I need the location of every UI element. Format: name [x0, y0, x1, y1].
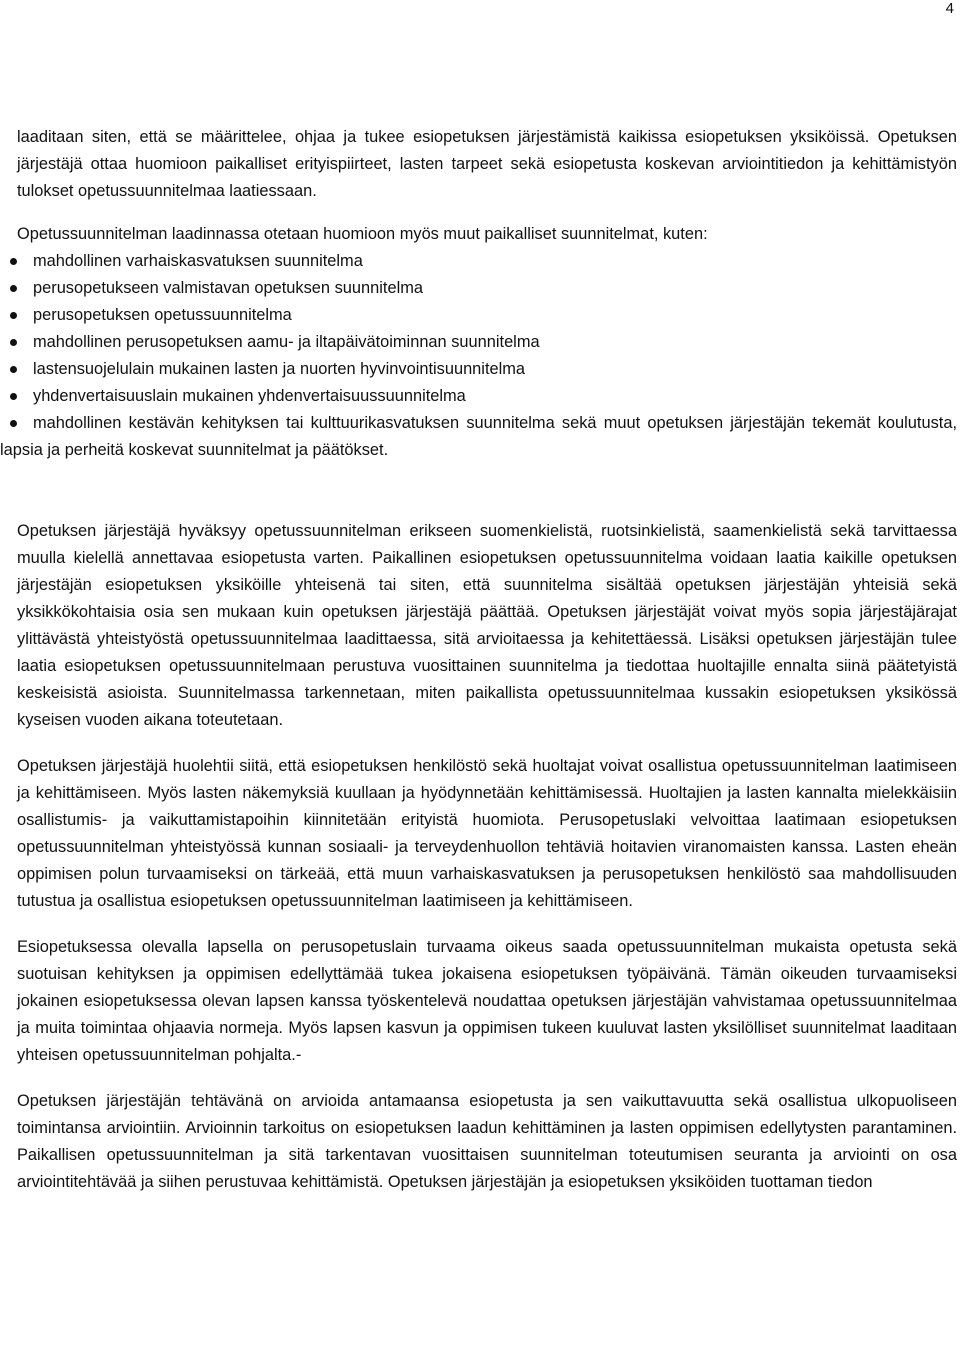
bullet-icon: [10, 258, 17, 265]
page-number: 4: [945, 0, 954, 17]
bullet-icon: [10, 285, 17, 292]
bullet-icon: [10, 312, 17, 319]
plans-bullet-list: [0, 248, 957, 464]
list-item: perusopetukseen valmistavan opetuksen suunnitelma: [17, 275, 957, 302]
list-intro: Opetussuunnitelman laadinnassa otetaan huomioon myös muut paikalliset suunnitelmat, kuten:: [17, 225, 708, 243]
document-body: [0, 124, 957, 1196]
paragraph-child-rights: Esiopetuksessa olevalla lapsella on perusopetuslain turvaama oikeus saada opetussuunnitelman mukaista opetusta sekä suotuisan kehityksen ja oppimisen edellyttämää tukea jokaisena esiopetuksen työpäivänä. Tämän oikeuden turvaamiseksi jokainen esiopetuksessa olevan lapsen kanssa työskentelevä noudattaa opetuksen järjestäjän vahvistamaa opetussuunnitelmaa ja muita toimintaa ohjaavia normeja. Myös lapsen kasvun ja oppimisen tukeen kuuluvat lasten yksilölliset suunnitelmat laaditaan yhteisen opetussuunnitelman pohjalta.-: [17, 938, 957, 1064]
list-item: perusopetuksen opetussuunnitelma: [17, 302, 957, 329]
bullet-icon: [10, 339, 17, 346]
bullet-icon: [10, 366, 17, 373]
list-item: lastensuojelulain mukainen lasten ja nuorten hyvinvointisuunnitelma: [17, 356, 957, 383]
list-item: mahdollinen varhaiskasvatuksen suunnitelma: [17, 248, 957, 275]
paragraph-continuation: laaditaan siten, että se määrittelee, ohjaa ja tukee esiopetuksen järjestämistä kaikissa esiopetuksen yksiköissä. Opetuksen järjestäjä ottaa huomioon paikalliset erityispiirteet, lasten tarpeet sekä esiopetusta koskevan arviointitiedon ja kehittämistyön tulokset opetussuunnitelmaa laatiessaan.: [17, 128, 957, 200]
bullet-icon: [10, 393, 17, 400]
paragraph-participation: Opetuksen järjestäjä huolehtii siitä, että esiopetuksen henkilöstö sekä huoltajat voivat osallistua opetussuunnitelman laatimiseen ja kehittämiseen. Myös lasten näkemyksiä kuullaan ja hyödynnetään kehittämisessä. Huoltajien ja lasten kannalta mielekkäisiin osallistumis- ja vaikuttamistapoihin kiinnitetään erityistä huomiota. Perusopetuslaki velvoittaa laatimaan esiopetuksen opetussuunnitelman yhteistyössä kunnan sosiaali- ja terveydenhuollon tehtäviä hoitavien viranomaisten kanssa. Lasten eheän oppimisen polun turvaamiseksi on tärkeää, että muun varhaiskasvatuksen ja perusopetuksen henkilöstö saa mahdollisuuden tutustua ja osallistua esiopetuksen opetussuunnitelman laatimiseen ja kehittämiseen.: [17, 757, 957, 910]
list-item: yhdenvertaisuuslain mukainen yhdenvertaisuussuunnitelma: [17, 383, 957, 410]
list-item: mahdollinen kestävän kehityksen tai kulttuurikasvatuksen suunnitelma sekä muut opetuksen järjestäjän tekemät koulutusta, lapsia ja perheitä koskevat suunnitelmat ja päätökset.: [0, 414, 957, 459]
bullet-icon: [10, 420, 17, 427]
paragraph-language-versions: Opetuksen järjestäjä hyväksyy opetussuunnitelman erikseen suomenkielistä, ruotsinkielistä, saamenkielistä sekä tarvittaessa muulla kielellä annettavaa esiopetusta varten. Paikallinen esiopetuksen opetussuunnitelma voidaan laatia kaikille opetuksen järjestäjän esiopetuksen yksiköille yhteisenä tai siten, että suunnitelma sisältää opetuksen järjestäjän yhteisiä sekä yksikkökohtaisia osia sen mukaan kuin opetuksen järjestäjä päättää. Opetuksen järjestäjät voivat myös sopia järjestäjärajat ylittävästä yhteistyöstä opetussuunnitelmaa laadittaessa, sitä arvioitaessa ja kehitettäessä. Lisäksi opetuksen järjestäjän tulee laatia esiopetuksen opetussuunnitelmaan perustuva vuosittainen suunnitelma ja tiedottaa huoltajille ennalta siinä päätetyistä keskeisistä asioista. Suunnitelmassa tarkennetaan, miten paikallista opetussuunnitelmaa kussakin esiopetuksen yksikössä kyseisen vuoden aikana toteutetaan.: [17, 522, 957, 729]
list-item: mahdollinen perusopetuksen aamu- ja iltapäivätoiminnan suunnitelma: [17, 329, 957, 356]
paragraph-evaluation: Opetuksen järjestäjän tehtävänä on arvioida antamaansa esiopetusta ja sen vaikuttavuutta sekä osallistua ulkopuoliseen toimintansa arviointiin. Arvioinnin tarkoitus on esiopetuksen laadun kehittäminen ja lasten oppimisen edellytysten parantaminen. Paikallisen opetussuunnitelman ja sitä tarkentavan vuosittaisen suunnitelman toteutumisen seuranta ja arviointi on osa arviointitehtävää ja siihen perustuvaa kehittämistä. Opetuksen järjestäjän ja esiopetuksen yksiköiden tuottaman tiedon: [17, 1092, 957, 1191]
